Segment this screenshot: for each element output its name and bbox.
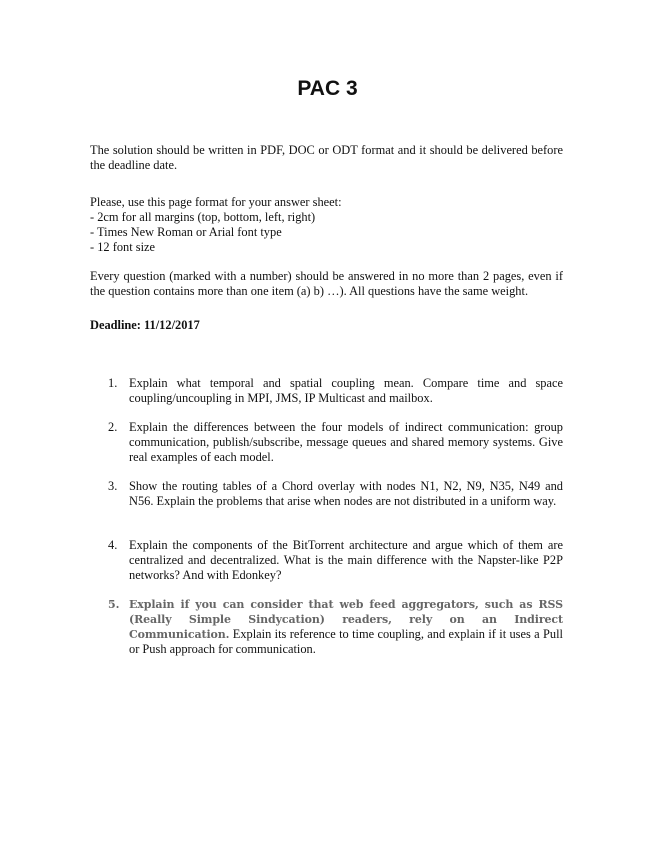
question-number: 5. [108, 598, 120, 611]
question-text-part-b: Explain its reference to time coupling, and explain if it uses a Pull or Push approach for communication. [129, 627, 563, 656]
intro-paragraph: The solution should be written in PDF, DOC or ODT format and it should be delivered before the deadline date. [90, 143, 563, 172]
format-section [90, 195, 563, 255]
question-text: Explain the components of the BitTorrent architecture and argue which of them are centralized and decentralized. What is the main difference with the Napster-like P2P networks? And with Edonkey? [129, 538, 563, 582]
question-number: 4. [108, 538, 118, 552]
question-text: Explain what temporal and spatial coupling mean. Compare time and space coupling/uncoupling in MPI, JMS, IP Multicast and mailbox. [129, 376, 563, 405]
question-2 [108, 420, 563, 465]
question-3 [108, 479, 563, 509]
question-text: Explain the differences between the four models of indirect communication: group communication, publish/subscribe, message queues and shared memory systems. Give real examples of each model. [129, 420, 563, 464]
question-5 [108, 597, 563, 657]
format-rule: - 12 font size [90, 240, 156, 254]
question-number: 3. [108, 479, 118, 493]
format-heading: Please, use this page format for your answer sheet: [90, 195, 342, 209]
question-text-part-a: Explain if you can consider that web feed aggregators, such as RSS (Really Simple Sindycation) readers, rely on an Indirect Communication. [129, 598, 563, 641]
deadline: Deadline: 11/12/2017 [90, 318, 200, 332]
note-paragraph: Every question (marked with a number) should be answered in no more than 2 pages, even if the question contains more than one item (a) b) …). All questions have the same weight. [90, 269, 563, 298]
question-number: 2. [108, 420, 118, 434]
page-title: PAC 3 [297, 77, 358, 100]
format-rule: - Times New Roman or Arial font type [90, 225, 282, 239]
format-rule: - 2cm for all margins (top, bottom, left, right) [90, 210, 316, 224]
question-text [129, 597, 563, 657]
question-number: 1. [108, 376, 118, 390]
question-1 [108, 376, 563, 406]
question-4 [108, 538, 563, 583]
question-text: Show the routing tables of a Chord overlay with nodes N1, N2, N9, N35, N49 and N56. Explain the problems that arise when nodes are not distributed in a uniform way. [129, 479, 563, 508]
